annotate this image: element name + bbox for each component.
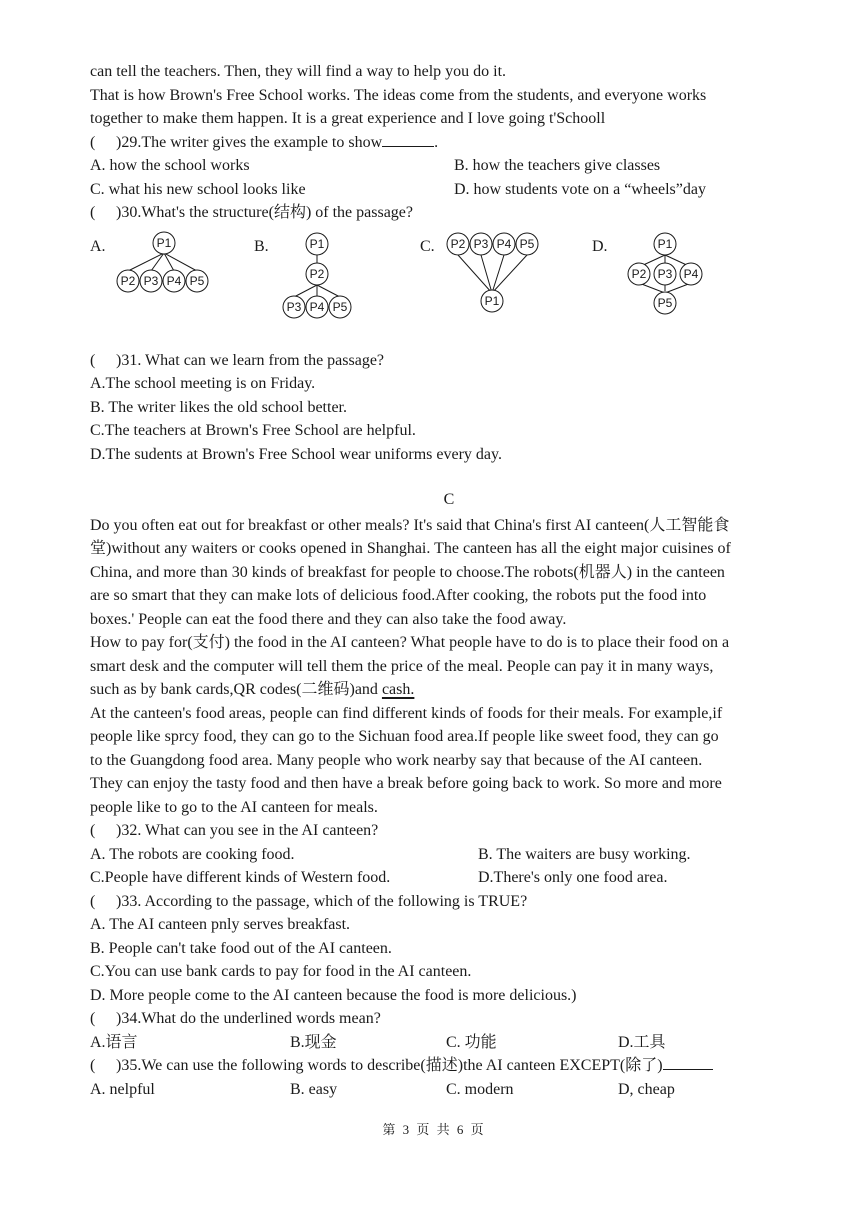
diagram-letter: D. [592, 237, 608, 255]
answer-paren-open: ( [90, 204, 96, 221]
diagram-letter: C. [420, 237, 435, 255]
option-b: B. People can't take food out of the AI canteen. [90, 939, 392, 957]
diagram-node: P3 [473, 236, 489, 251]
section-heading: C [443, 491, 455, 508]
answer-paren-open: ( [90, 1057, 96, 1074]
passage-line: to the Guangdong food area. Many people who work nearby say that because of the AI canteen. [90, 751, 703, 769]
option-c: C. what his new school looks like [90, 180, 306, 198]
answer-blank [663, 1055, 713, 1070]
passage-line: together to make them happen. It is a great experience and I love going t'Schooll [90, 110, 606, 127]
diagram-node: P5 [332, 299, 348, 314]
question-stem: 33. According to the passage, which of the following is TRUE? [121, 892, 528, 910]
diagram-node: P4 [496, 236, 512, 251]
option-b: B.现金 [290, 1033, 337, 1051]
option-d: D.The sudents at Brown's Free School wear uniforms every day. [90, 445, 502, 463]
diagram-node: P3 [657, 266, 673, 281]
passage-line: people like to go to the AI canteen for meals. [90, 798, 378, 816]
passage-c [90, 514, 808, 820]
diagram-letter: B. [254, 237, 269, 255]
answer-paren-close: ) [116, 351, 122, 369]
underlined-word: cash. [381, 681, 415, 698]
option-d: D, cheap [618, 1080, 675, 1098]
option-b: B. easy [290, 1080, 338, 1098]
diagram-node: P4 [166, 273, 182, 288]
passage-line: smart desk and the computer will tell them the price of the meal. People can pay it in many ways, [90, 657, 714, 675]
diagram-node: P1 [156, 235, 172, 250]
question-stem: 31. What can we learn from the passage? [121, 351, 385, 369]
option-a: A. how the school works [90, 157, 250, 174]
question-30 [90, 201, 808, 349]
passage-line: are so smart that they can make lots of delicious food.After cooking, the robots put the food into [90, 587, 707, 604]
question-stem: 29.The writer gives the example to show [121, 133, 383, 151]
option-a: A. nelpful [90, 1080, 155, 1098]
option-c: C.People have different kinds of Western food. [90, 869, 391, 886]
option-d: D. how students vote on a “wheels”day [454, 180, 706, 198]
option-b: B. The waiters are busy working. [478, 845, 691, 863]
answer-paren-close: ) [116, 892, 122, 910]
passage-line: They can enjoy the tasty food and then have a break before going back to work. So more and more [90, 775, 722, 792]
diagram-node: P5 [657, 295, 673, 310]
passage-line: people like sprcy food, they can go to the Sichuan food area.If people like sweet food, they can go [90, 728, 719, 745]
option-d: D.There's only one food area. [478, 869, 668, 886]
option-a: A. The AI canteen pnly serves breakfast. [90, 916, 351, 933]
question-32 [90, 819, 808, 890]
answer-paren-close: ) [116, 204, 122, 221]
passage-line: China, and more than 30 kinds of breakfast for people to choose.The robots(机器人) in the canteen [90, 563, 725, 581]
diagram-node: P2 [309, 266, 325, 281]
diagram-node: P2 [120, 273, 136, 288]
option-c: C. modern [446, 1080, 514, 1098]
answer-paren-close: ) [116, 822, 122, 839]
option-c: C. 功能 [446, 1033, 497, 1051]
diagram-node: P2 [450, 236, 466, 251]
diagram-letter: A. [90, 237, 106, 255]
passage-b-tail [90, 60, 808, 131]
page-footer: 第 3 页 共 6 页 [382, 1122, 486, 1137]
passage-line: Do you often eat out for breakfast or other meals? It's said that China's first AI canteen(人工智能食 [90, 516, 730, 534]
diagram-d-svg [626, 231, 736, 331]
question-stem: 34.What do the underlined words mean? [121, 1010, 381, 1027]
diagram-node: P4 [683, 266, 699, 281]
question-stem-end: . [434, 133, 439, 151]
question-stem: 35.We can use the following words to describe(描述)the AI canteen EXCEPT(除了) [121, 1057, 663, 1074]
diagram-c-svg [446, 231, 576, 331]
answer-paren-close: ) [116, 1010, 122, 1027]
option-b: B. The writer likes the old school better. [90, 398, 347, 416]
option-d: D. More people come to the AI canteen because the food is more delicious.) [90, 986, 577, 1004]
option-a: A.语言 [90, 1033, 138, 1051]
option-d: D.工具 [618, 1033, 666, 1051]
question-31 [90, 349, 808, 467]
answer-paren-open: ( [90, 1010, 96, 1027]
answer-blank [382, 132, 434, 147]
passage-line: can tell the teachers. Then, they will find a way to help you do it. [90, 63, 507, 80]
diagram-node: P1 [309, 236, 325, 251]
answer-paren-open: ( [90, 351, 96, 369]
passage-line: boxes.' People can eat the food there and they can also take the food away. [90, 610, 567, 628]
diagram-node: P3 [143, 273, 159, 288]
structure-diagrams [90, 231, 808, 349]
passage-text: such as by bank cards,QR codes(二维码)and [90, 681, 382, 698]
diagram-node: P1 [657, 236, 673, 251]
question-stem: 30.What's the structure(结构) of the passage? [121, 204, 414, 221]
option-c: C.You can use bank cards to pay for food in the AI canteen. [90, 963, 472, 980]
diagram-a-svg [118, 231, 248, 311]
question-29 [90, 131, 808, 202]
answer-paren-close: ) [116, 133, 122, 151]
option-b: B. how the teachers give classes [454, 157, 661, 174]
question-stem: 32. What can you see in the AI canteen? [121, 822, 379, 839]
passage-line: At the canteen's food areas, people can find different kinds of foods for their meals. For example,if [90, 704, 723, 722]
question-34 [90, 1007, 808, 1054]
passage-line: How to pay for(支付) the food in the AI canteen? What people have to do is to place their food on a [90, 634, 730, 651]
question-35 [90, 1054, 808, 1101]
question-33 [90, 890, 808, 1008]
diagram-node: P2 [631, 266, 647, 281]
option-c: C.The teachers at Brown's Free School are helpful. [90, 422, 416, 439]
diagram-node: P5 [519, 236, 535, 251]
diagram-node: P4 [309, 299, 325, 314]
answer-paren-open: ( [90, 133, 96, 151]
diagram-node: P3 [286, 299, 302, 314]
diagram-node: P1 [484, 293, 500, 308]
option-a: A. The robots are cooking food. [90, 845, 295, 863]
option-a: A.The school meeting is on Friday. [90, 375, 316, 392]
passage-line: That is how Brown's Free School works. The ideas come from the students, and everyone works [90, 86, 707, 104]
answer-paren-open: ( [90, 892, 96, 910]
diagram-b-svg [284, 231, 394, 331]
passage-line [90, 678, 808, 702]
answer-paren-close: ) [116, 1057, 122, 1074]
diagram-node: P5 [189, 273, 205, 288]
answer-paren-open: ( [90, 822, 96, 839]
passage-line: 堂)without any waiters or cooks opened in Shanghai. The canteen has all the eight major cuisines of [90, 540, 731, 557]
